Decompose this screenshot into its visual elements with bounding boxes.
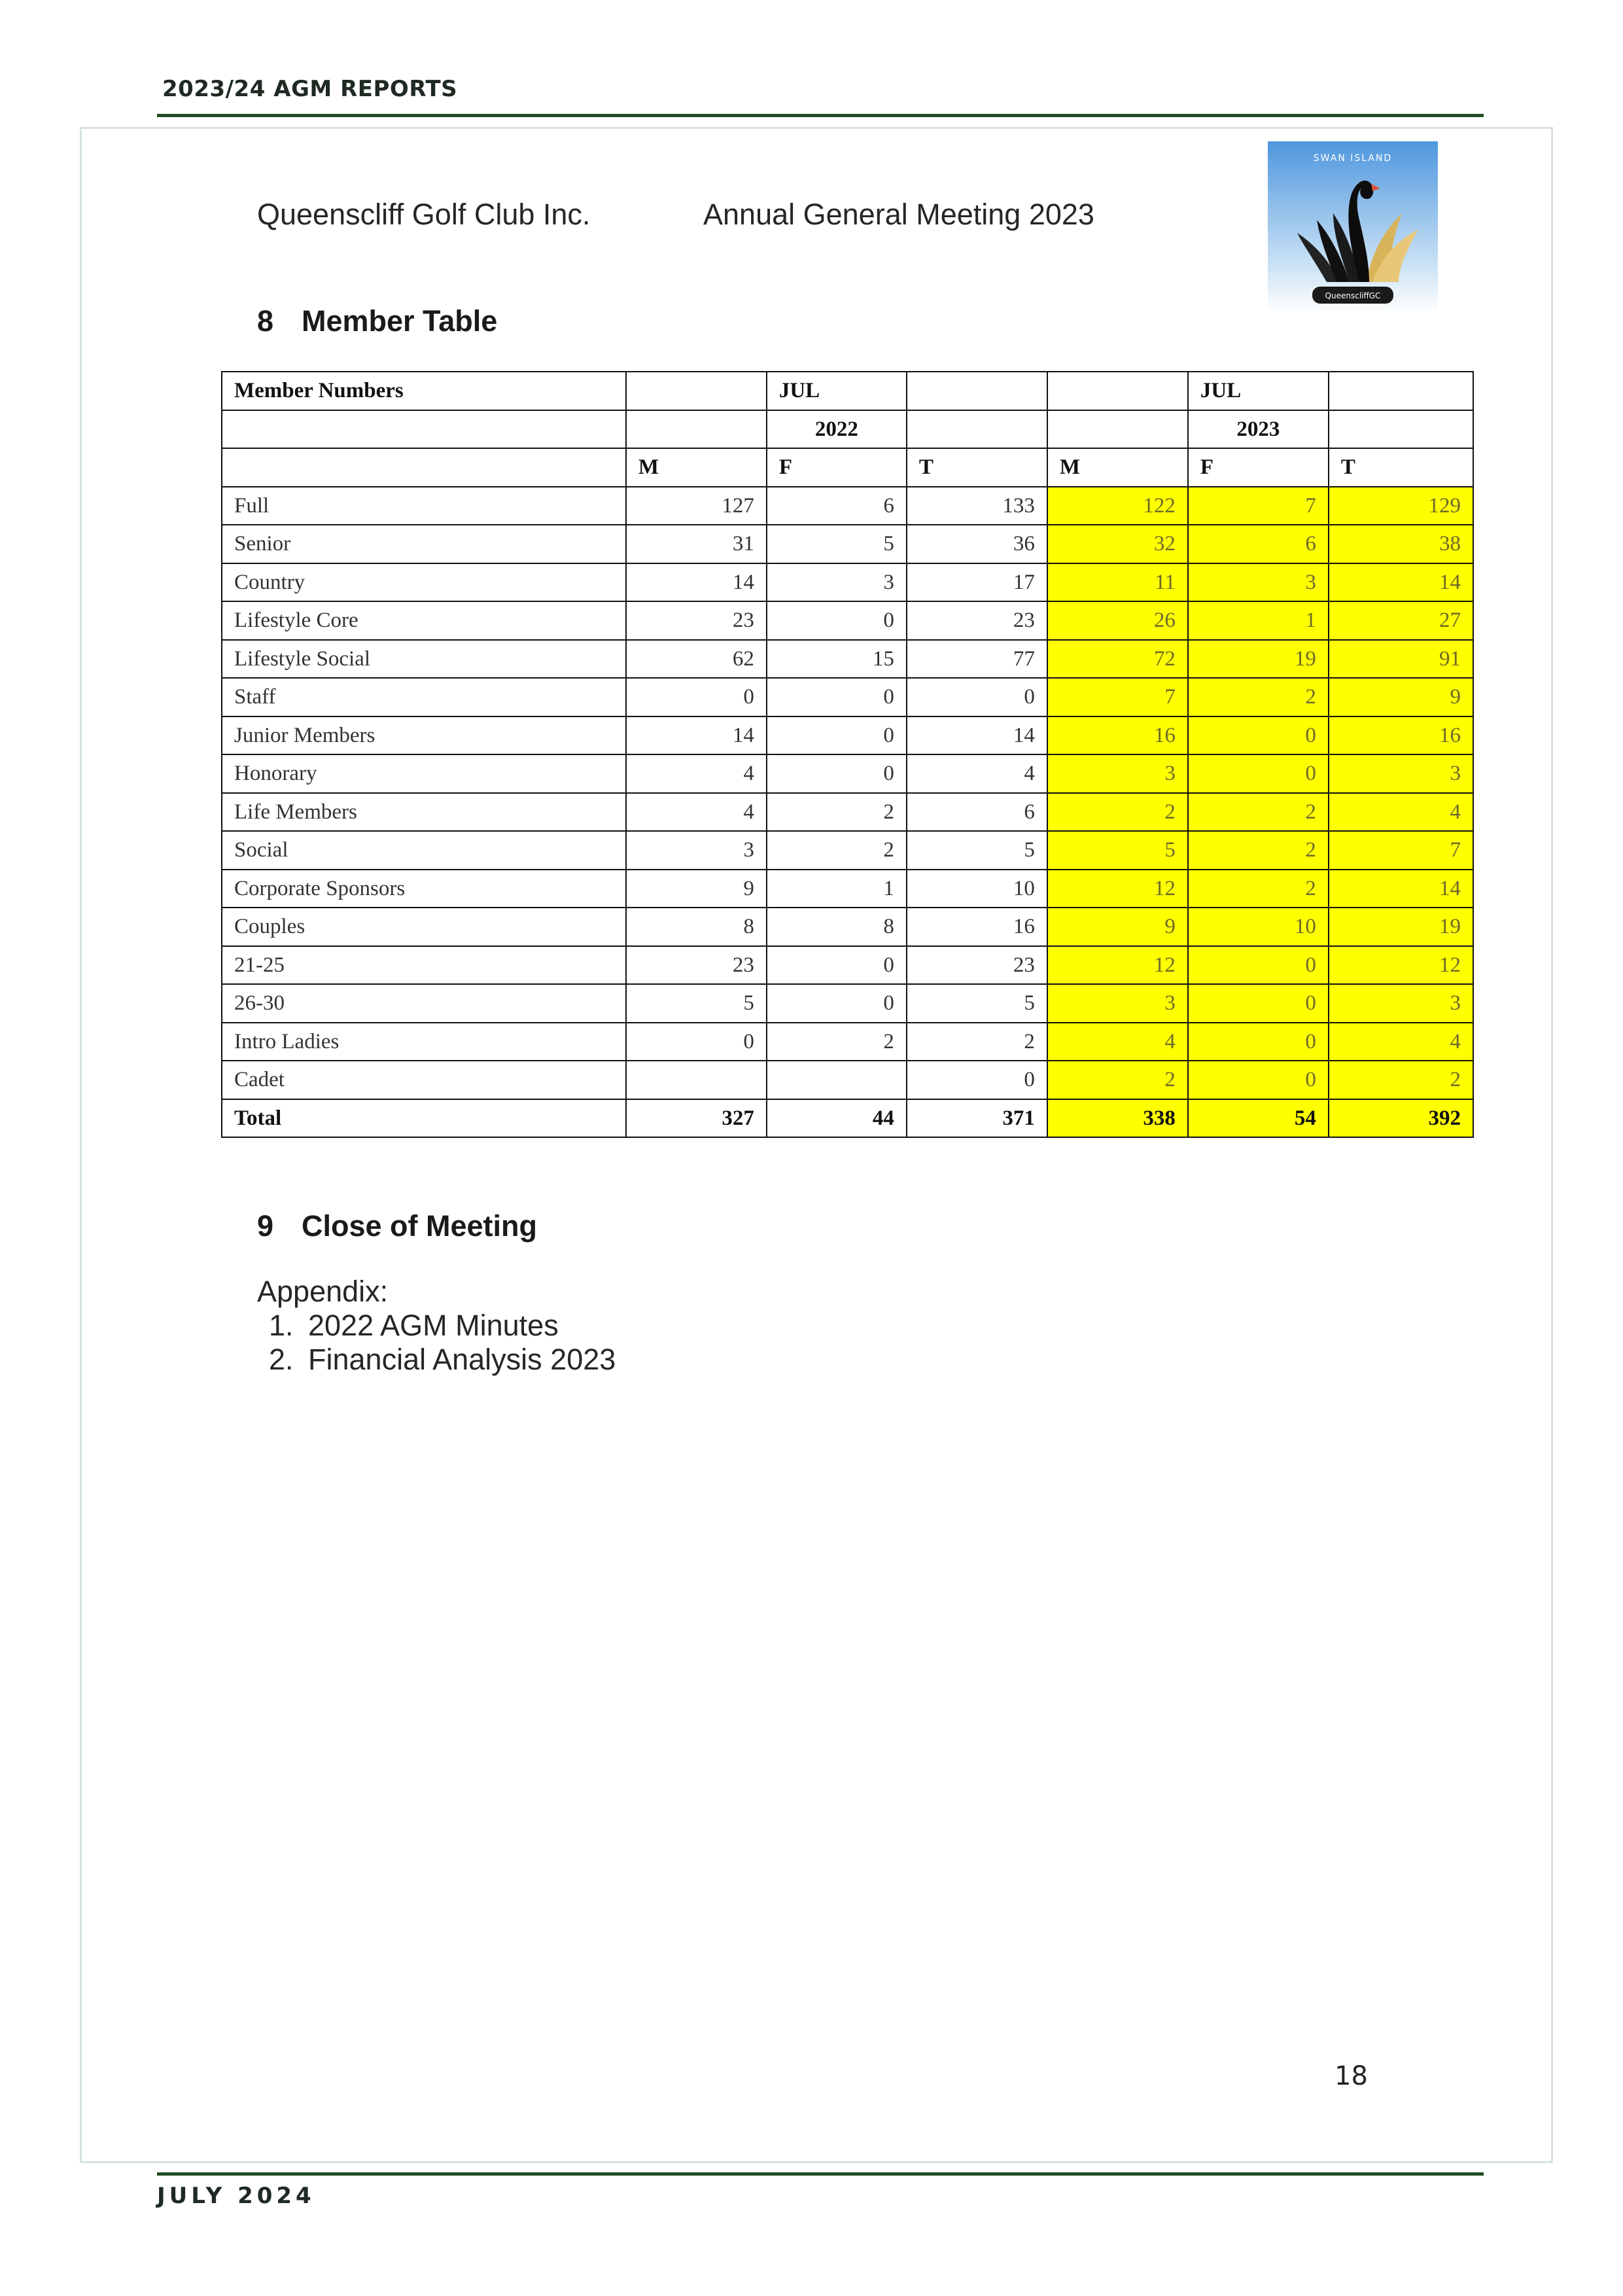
cell-2022-t: 23 [907, 946, 1047, 985]
cell-2023-f: 0 [1188, 1023, 1329, 1061]
footer-rule [157, 2172, 1484, 2176]
table-row [222, 601, 1473, 640]
appendix-heading: Appendix: [257, 1275, 389, 1308]
cell-2023-t: 12 [1329, 946, 1473, 985]
appendix-item: 2. Financial Analysis 2023 [302, 1343, 616, 1377]
row-label: Senior [222, 525, 626, 563]
cell-2023-f: 10 [1188, 908, 1329, 946]
cell-2023-m: 12 [1047, 870, 1188, 908]
cell-2023-f: 0 [1188, 1061, 1329, 1099]
cell-2023-t: 4 [1329, 1023, 1473, 1061]
cell-2022-f: 5 [767, 525, 907, 563]
row-label: Country [222, 563, 626, 602]
cell-2023-t: 16 [1329, 716, 1473, 755]
row-label: 21-25 [222, 946, 626, 985]
cell-2022-f: 3 [767, 563, 907, 602]
col-header-f-2023: F [1188, 448, 1329, 487]
cell-2022-m: 4 [626, 793, 767, 832]
cell-2023-m: 12 [1047, 946, 1188, 985]
appendix-list [257, 1309, 616, 1377]
cell-2023-t: 27 [1329, 601, 1473, 640]
cell-2023-f: 2 [1188, 870, 1329, 908]
cell-2022-t: 10 [907, 870, 1047, 908]
total-2023-t: 392 [1329, 1099, 1473, 1138]
corner-label: Member Numbers [222, 372, 626, 410]
cell-2022-m: 9 [626, 870, 767, 908]
cell-2023-m: 3 [1047, 984, 1188, 1023]
cell-2022-f: 0 [767, 754, 907, 793]
col-header-m-2023: M [1047, 448, 1188, 487]
cell-2022-t: 36 [907, 525, 1047, 563]
cell-2022-m: 8 [626, 908, 767, 946]
cell-2023-f: 1 [1188, 601, 1329, 640]
page-number: 18 [1335, 2061, 1368, 2091]
cell-2022-m: 127 [626, 487, 767, 525]
col-header-f-2022: F [767, 448, 907, 487]
table-row [222, 1061, 1473, 1099]
cell-2022-m: 62 [626, 640, 767, 679]
table-row [222, 525, 1473, 563]
period-2023-year: 2023 [1188, 410, 1329, 449]
cell-2023-f: 0 [1188, 754, 1329, 793]
table-row [222, 984, 1473, 1023]
cell-2022-t: 0 [907, 1061, 1047, 1099]
period-2022-month: JUL [767, 372, 907, 410]
table-row [222, 1023, 1473, 1061]
meeting-title: Annual General Meeting 2023 [703, 198, 1094, 231]
row-label: Intro Ladies [222, 1023, 626, 1061]
cell-2023-m: 72 [1047, 640, 1188, 679]
row-label: Junior Members [222, 716, 626, 755]
cell-2023-m: 26 [1047, 601, 1188, 640]
header-rule [157, 114, 1484, 117]
cell-2023-t: 14 [1329, 563, 1473, 602]
total-2022-f: 44 [767, 1099, 907, 1138]
col-header-m-2022: M [626, 448, 767, 487]
cell-2023-f: 3 [1188, 563, 1329, 602]
cell-2022-f: 2 [767, 793, 907, 832]
period-2022-year: 2022 [767, 410, 907, 449]
cell-2023-t: 91 [1329, 640, 1473, 679]
table-row [222, 640, 1473, 679]
table-row [222, 831, 1473, 870]
cell-2023-m: 11 [1047, 563, 1188, 602]
cell-2023-m: 5 [1047, 831, 1188, 870]
table-row [222, 793, 1473, 832]
table-header-row-2 [222, 410, 1473, 449]
col-header-t-2022: T [907, 448, 1047, 487]
table-row [222, 563, 1473, 602]
section-8-heading [257, 304, 497, 338]
total-2023-f: 54 [1188, 1099, 1329, 1138]
cell-2022-t: 6 [907, 793, 1047, 832]
cell-2022-t: 5 [907, 984, 1047, 1023]
cell-2022-m [626, 1061, 767, 1099]
cell-2023-t: 9 [1329, 678, 1473, 716]
cell-2022-m: 31 [626, 525, 767, 563]
cell-2022-f: 15 [767, 640, 907, 679]
cell-2022-f: 1 [767, 870, 907, 908]
row-label: Honorary [222, 754, 626, 793]
table-row [222, 487, 1473, 525]
cell-2022-t: 23 [907, 601, 1047, 640]
cell-2022-f: 6 [767, 487, 907, 525]
logo-top-text: SWAN ISLAND [1313, 153, 1393, 164]
cell-2023-m: 4 [1047, 1023, 1188, 1061]
cell-2022-m: 0 [626, 678, 767, 716]
cell-2023-t: 2 [1329, 1061, 1473, 1099]
section-8-title: Member Table [302, 304, 498, 338]
cell-2023-f: 7 [1188, 487, 1329, 525]
row-label: 26-30 [222, 984, 626, 1023]
cell-2022-f: 8 [767, 908, 907, 946]
cell-2023-t: 4 [1329, 793, 1473, 832]
cell-2023-t: 3 [1329, 984, 1473, 1023]
cell-2023-t: 38 [1329, 525, 1473, 563]
cell-2022-m: 14 [626, 563, 767, 602]
total-2022-t: 371 [907, 1099, 1047, 1138]
cell-2023-m: 2 [1047, 793, 1188, 832]
table-row [222, 946, 1473, 985]
cell-2023-f: 0 [1188, 984, 1329, 1023]
cell-2022-f: 2 [767, 831, 907, 870]
cell-2022-f: 0 [767, 716, 907, 755]
col-header-t-2023: T [1329, 448, 1473, 487]
report-footer-label: JULY 2024 [157, 2183, 315, 2209]
table-row [222, 870, 1473, 908]
table-header-row-1 [222, 372, 1473, 410]
logo-badge-text: QueenscliffGC [1325, 291, 1381, 300]
cell-2023-m: 2 [1047, 1061, 1188, 1099]
cell-2023-f: 0 [1188, 946, 1329, 985]
row-label: Social [222, 831, 626, 870]
cell-2022-t: 0 [907, 678, 1047, 716]
section-8-number: 8 [257, 304, 274, 338]
cell-2023-m: 3 [1047, 754, 1188, 793]
appendix-item: 1. 2022 AGM Minutes [302, 1309, 616, 1343]
cell-2023-f: 2 [1188, 793, 1329, 832]
total-2023-m: 338 [1047, 1099, 1188, 1138]
club-logo [1268, 141, 1438, 313]
member-table [221, 371, 1474, 1138]
row-label: Couples [222, 908, 626, 946]
cell-2022-t: 77 [907, 640, 1047, 679]
table-row [222, 716, 1473, 755]
cell-2022-f: 0 [767, 984, 907, 1023]
section-9-number: 9 [257, 1209, 274, 1243]
section-9-heading [257, 1209, 537, 1243]
cell-2023-m: 32 [1047, 525, 1188, 563]
club-name: Queenscliff Golf Club Inc. [257, 198, 591, 231]
cell-2022-t: 14 [907, 716, 1047, 755]
report-header-label: 2023/24 AGM REPORTS [162, 76, 458, 102]
cell-2022-t: 133 [907, 487, 1047, 525]
cell-2023-m: 7 [1047, 678, 1188, 716]
cell-2023-m: 9 [1047, 908, 1188, 946]
total-label: Total [222, 1099, 626, 1138]
cell-2022-m: 3 [626, 831, 767, 870]
cell-2022-m: 5 [626, 984, 767, 1023]
cell-2023-m: 16 [1047, 716, 1188, 755]
cell-2022-m: 4 [626, 754, 767, 793]
cell-2022-t: 2 [907, 1023, 1047, 1061]
section-9-title: Close of Meeting [302, 1209, 538, 1243]
appendix [257, 1275, 616, 1377]
total-2022-m: 327 [626, 1099, 767, 1138]
cell-2022-t: 5 [907, 831, 1047, 870]
cell-2023-f: 2 [1188, 831, 1329, 870]
table-row [222, 678, 1473, 716]
total-row [222, 1099, 1473, 1138]
cell-2022-f: 2 [767, 1023, 907, 1061]
period-2023-month: JUL [1188, 372, 1329, 410]
cell-2022-m: 0 [626, 1023, 767, 1061]
table-subheader-row [222, 448, 1473, 487]
cell-2022-f: 0 [767, 601, 907, 640]
cell-2022-m: 23 [626, 601, 767, 640]
cell-2023-t: 129 [1329, 487, 1473, 525]
row-label: Lifestyle Core [222, 601, 626, 640]
row-label: Cadet [222, 1061, 626, 1099]
cell-2022-m: 14 [626, 716, 767, 755]
cell-2023-t: 3 [1329, 754, 1473, 793]
row-label: Staff [222, 678, 626, 716]
cell-2022-t: 17 [907, 563, 1047, 602]
row-label: Corporate Sponsors [222, 870, 626, 908]
table-row [222, 908, 1473, 946]
cell-2023-f: 6 [1188, 525, 1329, 563]
cell-2023-t: 7 [1329, 831, 1473, 870]
cell-2023-f: 2 [1188, 678, 1329, 716]
cell-2023-f: 19 [1188, 640, 1329, 679]
cell-2023-t: 14 [1329, 870, 1473, 908]
cell-2022-m: 23 [626, 946, 767, 985]
cell-2022-f [767, 1061, 907, 1099]
cell-2022-t: 4 [907, 754, 1047, 793]
table-row [222, 754, 1473, 793]
cell-2023-m: 122 [1047, 487, 1188, 525]
cell-2023-t: 19 [1329, 908, 1473, 946]
cell-2022-t: 16 [907, 908, 1047, 946]
row-label: Life Members [222, 793, 626, 832]
cell-2022-f: 0 [767, 946, 907, 985]
cell-2023-f: 0 [1188, 716, 1329, 755]
row-label: Lifestyle Social [222, 640, 626, 679]
cell-2022-f: 0 [767, 678, 907, 716]
row-label: Full [222, 487, 626, 525]
